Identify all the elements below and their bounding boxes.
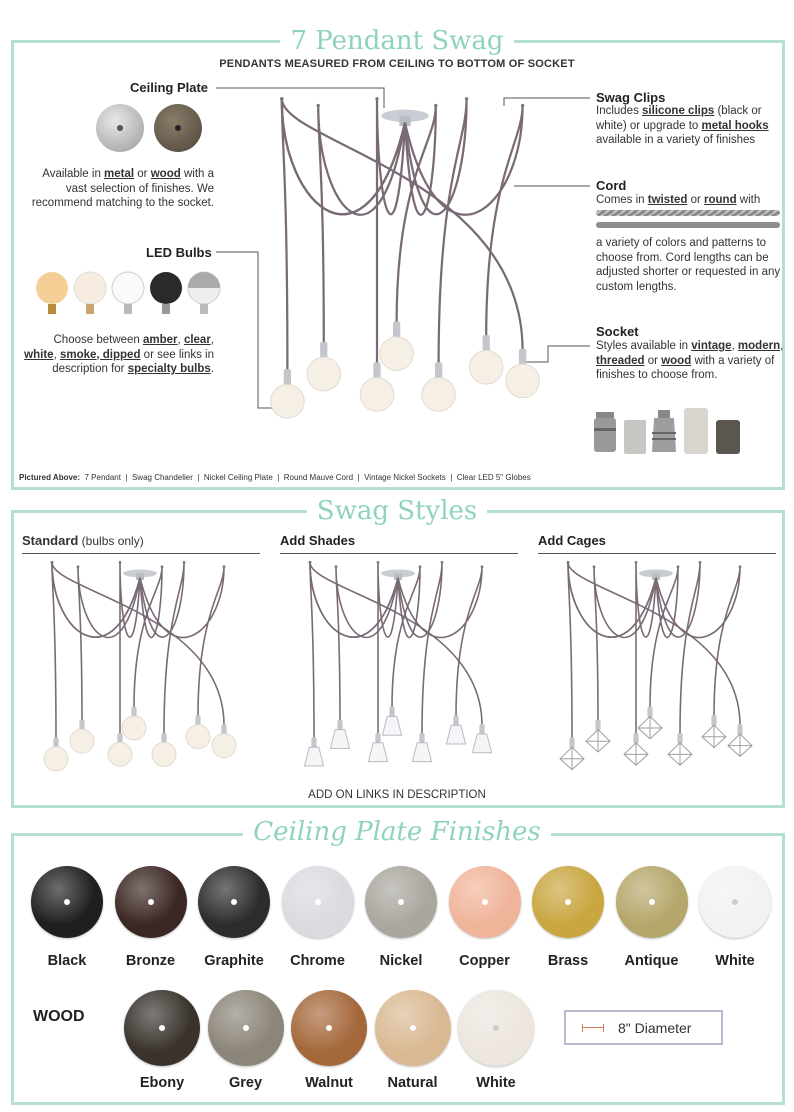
- hole-icon: [315, 899, 321, 905]
- pictured-item: Swag Chandelier: [131, 473, 193, 482]
- finish-label: Chrome: [290, 953, 345, 969]
- socket-icon: [337, 720, 342, 731]
- shade-icon: [382, 716, 401, 735]
- cages-swag-image: [556, 558, 756, 778]
- socket-icon: [311, 737, 316, 748]
- vintage-link[interactable]: vintage: [691, 340, 732, 352]
- swag-clip-icon: [419, 565, 422, 568]
- swag-clip-icon: [51, 561, 54, 564]
- finish-label: Nickel: [379, 953, 423, 969]
- finish-label: Black: [47, 953, 87, 969]
- pictured-above: Pictured Above: 7 Pendant | Swag Chandelier | Nickel Ceiling Plate | Round Mauve Cord | Vintage Nickel Sockets | Clear LED 5" Globes: [19, 473, 531, 482]
- wood-socket-link[interactable]: wood: [661, 354, 692, 367]
- swag-clips-text: Includes silicone clips (black or white) or upgrade to metal hooks available in a variety of finishes: [596, 105, 769, 146]
- finish-disc: [449, 866, 521, 938]
- bulb-icon: [70, 729, 94, 753]
- cord-heading: Cord: [596, 178, 627, 193]
- swag-clip-icon: [375, 97, 378, 100]
- led-bulbs-heading: LED Bulbs: [146, 245, 212, 260]
- cage-icon: [728, 734, 752, 756]
- hole-icon: [732, 899, 738, 905]
- cage-icon: [560, 747, 584, 769]
- wood-finish-label: Walnut: [305, 1075, 353, 1091]
- led-bulbs-text: Choose between amber, clear, white, smoke, dipped or see links in description for specialty bulbs.: [24, 334, 214, 375]
- finish-disc: [31, 866, 103, 938]
- shade-icon: [472, 734, 491, 753]
- wood-link[interactable]: wood: [150, 168, 181, 180]
- swag-clip-icon: [119, 561, 122, 564]
- hole-icon: [649, 899, 655, 905]
- socket-icon: [284, 369, 291, 386]
- cage-icon: [586, 730, 610, 752]
- swag-clip-icon: [481, 565, 484, 568]
- wood-finish-disc: [375, 990, 451, 1066]
- clear-link[interactable]: clear: [183, 334, 211, 346]
- cord: [318, 106, 405, 344]
- round-link[interactable]: round: [704, 194, 737, 206]
- finish-disc: [699, 866, 771, 938]
- wood-finish-disc: [291, 990, 367, 1066]
- swag-clip-icon: [77, 565, 80, 568]
- socket-icon: [519, 349, 526, 366]
- shades-swag-image: [298, 558, 498, 778]
- bulb-icon: [122, 716, 146, 740]
- wood-label: WOOD: [33, 1008, 85, 1025]
- bulb-icon: [44, 747, 68, 771]
- standard-heading: Standard (bulbs only): [22, 533, 144, 548]
- swag-clip-icon: [593, 565, 596, 568]
- cage-icon: [702, 725, 726, 747]
- finish-label: White: [715, 953, 755, 969]
- finish-disc: [365, 866, 437, 938]
- cord: [282, 99, 405, 371]
- swag-clip-icon: [739, 565, 742, 568]
- wood-finish-label: Ebony: [139, 1075, 185, 1091]
- hole-icon: [159, 1025, 165, 1031]
- measure-note: PENDANTS MEASURED FROM CEILING TO BOTTOM OF SOCKET: [219, 58, 575, 70]
- sockets-image: [592, 406, 752, 458]
- vintage-socket-icon: [594, 412, 616, 452]
- cord: [336, 567, 398, 721]
- swag-clip-icon: [434, 104, 437, 107]
- heading-rule: [22, 553, 260, 554]
- standard-swag-image: [40, 558, 240, 778]
- cord-text-bottom: a variety of colors and patterns to choose from. Cord lengths can be adjusted shorter or requested in any custom lengths.: [596, 237, 781, 293]
- wood-finish-disc: [208, 990, 284, 1066]
- bulb-icon: [380, 337, 414, 371]
- wood-socket-icon: [716, 420, 740, 454]
- finish-disc: [616, 866, 688, 938]
- bulb-icon: [469, 350, 503, 384]
- finish-label: Antique: [624, 953, 679, 969]
- section-title: 7 Pendant Swag: [0, 26, 794, 56]
- swag-clip-icon: [309, 561, 312, 564]
- bulb-icon: [360, 378, 394, 412]
- bulb-icon: [108, 742, 132, 766]
- bulb-icon: [506, 364, 540, 398]
- pictured-item: 7 Pendant: [84, 473, 121, 482]
- swag-clip-icon: [699, 561, 702, 564]
- swag-clip-icon: [677, 565, 680, 568]
- socket-text: Styles available in vintage, modern, threaded or wood with a variety of finishes to choose from.: [596, 340, 784, 381]
- metal-hooks-link[interactable]: metal hooks: [701, 119, 769, 132]
- swag-clip-icon: [465, 97, 468, 100]
- socket-icon: [483, 335, 490, 352]
- cage-icon: [624, 743, 648, 765]
- smoke-dipped-link[interactable]: smoke, dipped: [59, 348, 141, 361]
- swag-clip-icon: [635, 561, 638, 564]
- socket-icon: [435, 362, 442, 379]
- swag-clip-icon: [521, 104, 524, 107]
- swag-clip-icon: [441, 561, 444, 564]
- bulb-icon: [307, 357, 341, 391]
- section-title: Ceiling Plate Finishes: [0, 817, 794, 847]
- hole-icon: [64, 899, 70, 905]
- diameter-ruler-icon: [582, 1024, 604, 1032]
- swag-clip-icon: [223, 565, 226, 568]
- finish-label: Brass: [547, 953, 589, 969]
- wood-finish-label: Natural: [387, 1075, 438, 1091]
- add-shades-heading: Add Shades: [280, 533, 356, 548]
- threaded-socket-icon: [652, 410, 676, 452]
- swag-clip-icon: [183, 561, 186, 564]
- pictured-item: Round Mauve Cord: [283, 473, 354, 482]
- diameter-box: [564, 1010, 723, 1045]
- heading-rule: [280, 553, 518, 554]
- cage-icon: [638, 716, 662, 738]
- swag-clips-heading: Swag Clips: [596, 90, 666, 105]
- cord: [594, 567, 656, 721]
- pictured-item: Nickel Ceiling Plate: [203, 473, 273, 482]
- finish-disc: [198, 866, 270, 938]
- wood-finish-disc: [124, 990, 200, 1066]
- finish-label: Copper: [459, 953, 510, 969]
- cord: [78, 567, 140, 721]
- cord-samples-image: [596, 208, 780, 232]
- hole-icon: [565, 899, 571, 905]
- socket-icon: [419, 733, 424, 744]
- wood-finish-label: Grey: [228, 1075, 263, 1091]
- wood-finish-disc: [458, 990, 534, 1066]
- hole-icon: [410, 1025, 416, 1031]
- heading-rule: [538, 553, 776, 554]
- wood-finish-label: White: [476, 1075, 516, 1091]
- hole-icon: [398, 899, 404, 905]
- metal-link[interactable]: metal: [104, 168, 135, 180]
- specialty-bulbs-link[interactable]: specialty bulbs: [127, 363, 211, 375]
- modern-socket-icon: [624, 420, 646, 454]
- add-on-note: ADD ON LINKS IN DESCRIPTION: [308, 789, 486, 801]
- amber-link[interactable]: amber: [143, 334, 178, 346]
- diameter-label: 8" Diameter: [618, 1019, 692, 1036]
- hole-icon: [231, 899, 237, 905]
- bulb-icon: [186, 725, 210, 749]
- socket-icon: [375, 733, 380, 744]
- finish-label: Graphite: [204, 953, 264, 969]
- shade-icon: [330, 730, 349, 749]
- socket-icon: [389, 707, 394, 718]
- modern-link[interactable]: modern: [737, 340, 781, 352]
- cord-text-top: Comes in twisted or round with: [596, 194, 761, 206]
- pictured-item: Clear LED 5" Globes: [456, 473, 531, 482]
- bulb-icon: [422, 378, 456, 412]
- cage-icon: [668, 743, 692, 765]
- socket-heading: Socket: [596, 324, 639, 339]
- silicone-clips-link[interactable]: silicone clips: [642, 105, 715, 117]
- white-link[interactable]: white: [24, 348, 54, 361]
- nickel-socket-icon: [684, 408, 708, 454]
- swag-clip-icon: [377, 561, 380, 564]
- swag-clip-icon: [161, 565, 164, 568]
- pictured-item: Vintage Nickel Sockets: [364, 473, 446, 482]
- socket-icon: [479, 724, 484, 735]
- swag-chandelier-image: [265, 92, 545, 432]
- twisted-link[interactable]: twisted: [647, 194, 688, 206]
- hole-icon: [326, 1025, 332, 1031]
- hole-icon: [493, 1025, 499, 1031]
- cord: [568, 562, 656, 738]
- hole-icon: [148, 899, 154, 905]
- cord: [52, 562, 140, 738]
- finish-disc: [115, 866, 187, 938]
- shade-icon: [368, 743, 387, 762]
- ceiling-plate-text: Available in metal or wood with a vast selection of finishes. We recommend matching to the socket.: [31, 168, 214, 209]
- swag-clip-icon: [317, 104, 320, 107]
- swag-clip-icon: [567, 561, 570, 564]
- shade-icon: [304, 747, 323, 766]
- cord: [310, 562, 398, 738]
- section-title: Swag Styles: [0, 496, 794, 526]
- bulb-icon: [152, 742, 176, 766]
- bulb-icon: [271, 384, 305, 418]
- hole-icon: [243, 1025, 249, 1031]
- bulb-icon: [212, 734, 236, 758]
- shade-icon: [446, 725, 465, 744]
- socket-icon: [320, 342, 327, 359]
- finish-label: Bronze: [125, 953, 176, 969]
- finish-disc: [282, 866, 354, 938]
- pictured-label: Pictured Above:: [19, 473, 81, 482]
- finish-disc: [532, 866, 604, 938]
- add-cages-heading: Add Cages: [538, 533, 606, 548]
- socket-icon: [453, 715, 458, 726]
- socket-icon: [393, 322, 400, 339]
- swag-clip-icon: [335, 565, 338, 568]
- socket-icon: [373, 362, 380, 379]
- hole-icon: [482, 899, 488, 905]
- threaded-link[interactable]: threaded: [596, 354, 645, 367]
- ceiling-plate-heading: Ceiling Plate: [130, 80, 209, 95]
- shade-icon: [412, 743, 431, 762]
- swag-clip-icon: [280, 97, 283, 100]
